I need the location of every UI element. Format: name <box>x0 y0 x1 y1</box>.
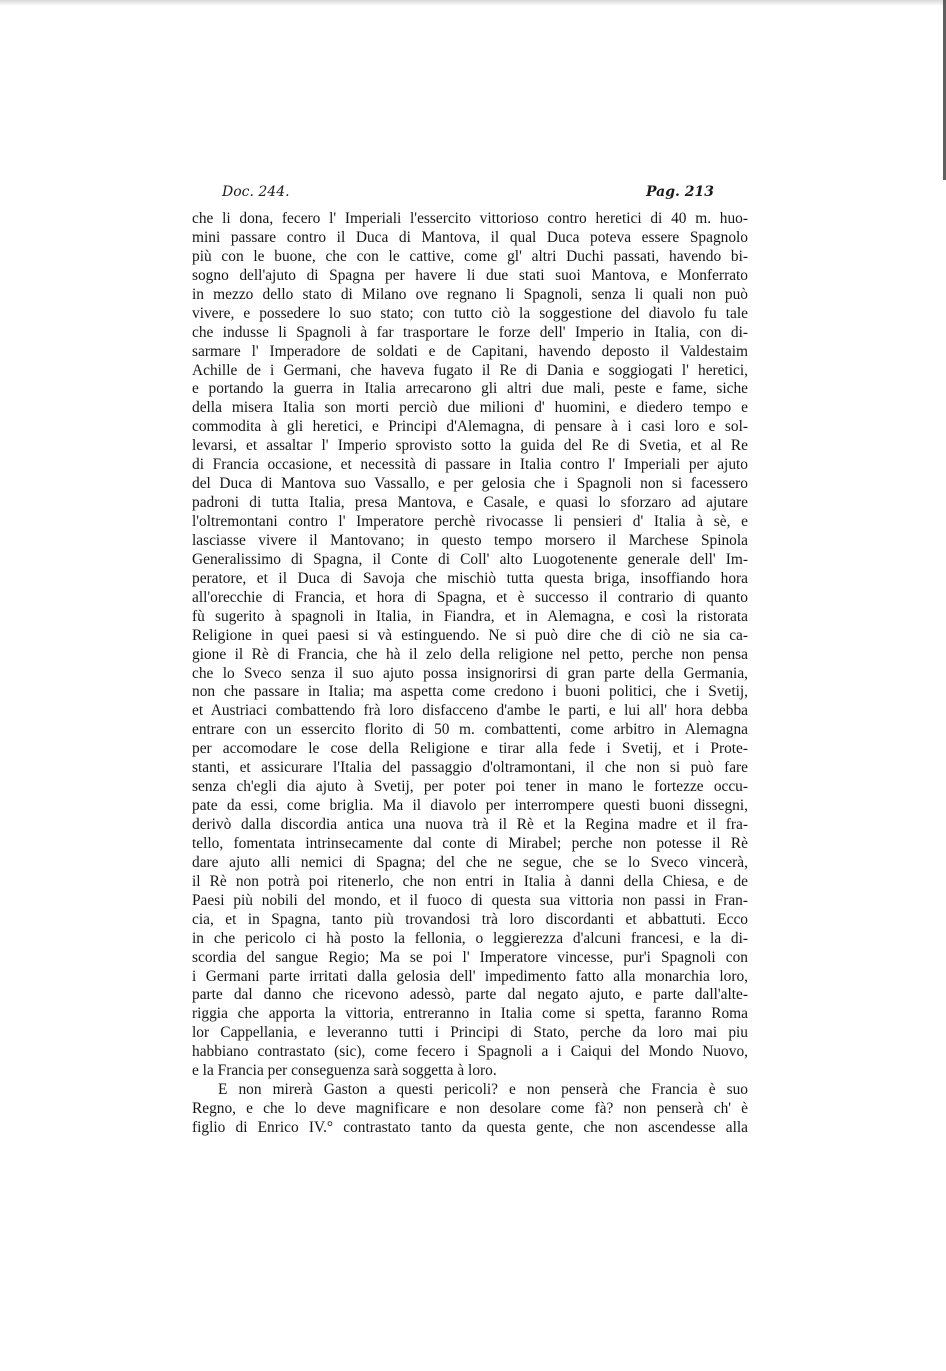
text-line: commodita à gli heretici, e Principi d'Alemagna, di pensare à i casi loro e sol- <box>192 418 748 436</box>
text-line: non che passare in Italia; ma aspetta come credono i buoni politici, che i Svetij, <box>192 683 748 701</box>
text-line: i Germani parte irritati dalla gelosia dell' impedimento fatto alla monarchia loro, <box>192 967 748 985</box>
text-line: che li dona, fecero l' Imperiali l'essercito vittorioso contro heretici di 40 m. huo- <box>192 210 748 227</box>
text-line: dare ajuto alli nemici di Spagna; del che ne segue, che se lo Sveco vincerà, <box>192 853 748 871</box>
text-line: riggia che apporta la vittoria, entreranno in Italia come si spetta, faranno Roma <box>192 1005 748 1023</box>
text-line: habbiano contrastato (sic), come fecero i Spagnoli a i Caiqui del Mondo Nuovo, <box>192 1043 748 1061</box>
text-line: Religione in quei paesi si và estinguendo. Ne si può dire che di ciò ne sia ca- <box>192 626 748 644</box>
text-line: scordia del sangue Regio; Ma se poi l' Imperatore vincesse, pur'i Spagnoli con <box>192 948 748 966</box>
text-line: stanti, et assicurare l'Italia del passaggio d'oltramontani, il che non si può fare <box>192 759 748 777</box>
text-line: et Austriaci combattendo frà loro disfacceno d'ambe le parti, e lui all' hora debba <box>192 702 748 720</box>
text-line: all'orecchie di Francia, et hora di Spagna, et è successo il contrario di quanto <box>192 588 748 606</box>
text-line: senza ch'egli dia ajuto à Svetij, per poter poi tener in mano le fortezze occu- <box>192 778 748 796</box>
text-line: vivere, e possedere lo suo stato; con tutto ciò la soggestione del diavolo fu tale <box>192 304 748 322</box>
page-header <box>222 184 714 208</box>
document-reference: Doc. 244. <box>222 184 290 200</box>
text-line: E non mirerà Gaston a questi pericoli? e non penserà che Francia è suo <box>218 1081 748 1099</box>
text-line: derivò dalla discordia antica una nuova trà il Rè et la Regina madre et il fra- <box>192 816 748 833</box>
text-line: entrare con un essercito florito di 50 m. combattenti, come arbitro in Alemagna <box>192 721 748 739</box>
text-line: figlio di Enrico IV.° contrastato tanto da questa gente, che non ascendesse alla <box>192 1119 748 1136</box>
text-line: gione il Rè di Francia, che hà il zelo della religione nel petto, perche non pensa <box>192 645 748 663</box>
text-line: fù sugerito à spagnoli in Italia, in Fiandra, et in Alemagna, e così la ristorata <box>192 607 748 625</box>
text-line: lor Cappellania, e leveranno tutti i Principi di Stato, perche da loro mai piu <box>192 1024 748 1042</box>
text-line: in mezzo dello stato di Milano ove regnano li Spagnoli, senza li quali non può <box>192 285 748 303</box>
text-line: il Rè non potrà poi ritenerlo, che non entri in Italia à danni della Chiesa, e de <box>192 872 748 890</box>
text-line: che lo Sveco senza il suo ajuto possa insignorirsi di gran parte della Germania, <box>192 664 748 682</box>
text-line: che indusse li Spagnoli à far trasportare le forze dell' Imperio in Italia, con di- <box>192 323 748 341</box>
text-line: tello, fomentata intrinsecamente dal conte di Mirabel; perche non potesse il Rè <box>192 834 748 852</box>
text-line: Achille de i Germani, che haveva fugato il Re di Dania e soggiogati l' heretici, <box>192 361 748 379</box>
text-line: mini passare contro il Duca di Mantova, il qual Duca poteva essere Spagnolo <box>192 228 748 246</box>
text-line: cia, et in Spagna, tanto più trovandosi trà loro discordanti et abbattuti. Ecco <box>192 910 748 928</box>
text-line: sogno dell'ajuto di Spagna per havere li due stati suoi Mantova, e Monferrato <box>192 266 748 284</box>
text-line: levarsi, et assaltar l' Imperio sprovisto sotto la guida del Re di Svetia, et al Re <box>192 437 748 455</box>
text-line: l'oltremontani contro l' Imperatore perchè rivocasse li pensieri d' Italia à sè, e <box>192 513 748 530</box>
text-line: per accomodare le cose della Religione e tirar alla fede i Svetij, et i Prote- <box>192 740 748 758</box>
text-line: pate da essi, come briglia. Ma il diavolo per interrompere questi buoni dissegni, <box>192 797 748 815</box>
text-line: e portando la guerra in Italia arrecarono gli altri due mali, peste e fame, siche <box>192 380 748 398</box>
text-line: della misera Italia son morti perciò due milioni d' huomini, e diedero tempo e <box>192 399 748 417</box>
text-line: parte dal danno che ricevono adessò, parte dal negato ajuto, e parte dall'alte- <box>192 986 748 1004</box>
scan-edge-top <box>0 0 946 6</box>
text-line: sarmare l' Imperadore de soldati e de Capitani, havendo deposto il Valdestaim <box>192 342 748 360</box>
text-line: del Duca di Mantova suo Vassallo, e per gelosia che i Spagnoli non si facessero <box>192 475 748 493</box>
text-line: peratore, et il Duca di Savoja che mischiò tutta questa briga, insoffiando hora <box>192 569 748 587</box>
page-number: Pag. 213 <box>646 184 714 200</box>
text-line: in che pericolo ci hà posto la fellonia, o leggierezza d'alcuni francesi, e la di- <box>192 929 748 947</box>
text-line: di Francia occasione, et necessità di passare in Italia contro l' Imperiali per ajuto <box>192 456 748 474</box>
text-line: Generalissimo di Spagna, il Conte di Coll' alto Luogotenente generale dell' Im- <box>192 550 748 568</box>
text-line: e la Francia per conseguenza sarà soggetta à loro. <box>192 1062 497 1080</box>
text-line: Regno, e che lo deve magnificare e non desolare come fà? non penserà ch' è <box>192 1100 748 1118</box>
text-line: lasciasse vivere il Mantovano; in questo tempo morsero il Marchese Spinola <box>192 531 748 549</box>
text-line: Paesi più nobili del mondo, et il fuoco di questa sua vittoria non passi in Fran- <box>192 891 748 909</box>
text-line: più con le buone, che con le cattive, come gl' altri Duchi passati, havendo bi- <box>192 247 748 265</box>
text-line: padroni di tutta Italia, presa Mantova, e Casale, e quasi lo sforzaro ad ajutare <box>192 494 748 512</box>
body-text <box>192 210 748 1138</box>
